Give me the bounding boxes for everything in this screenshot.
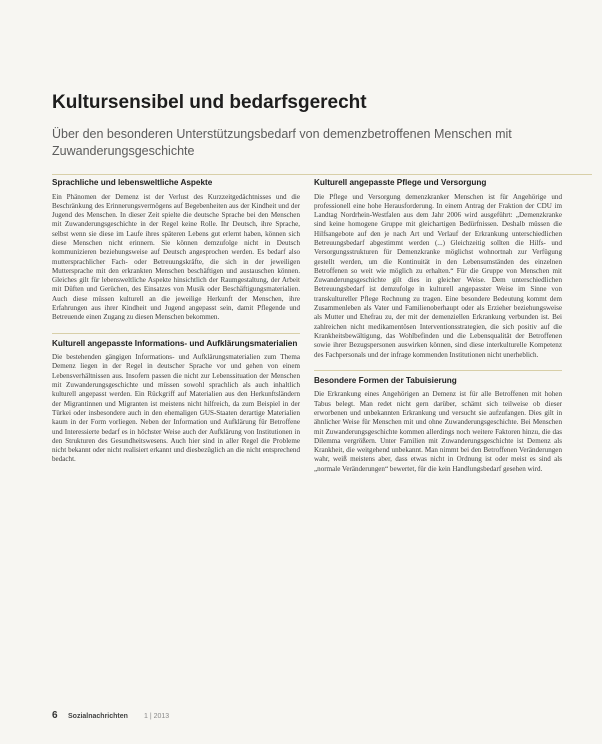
section-heading: Sprachliche und lebensweltliche Aspekte xyxy=(52,178,213,187)
section-text: Die Pflege und Versorgung demenzkranker Menschen ist für Angehörige und professionell eine hohe Herausforderung. In einem Antrag der Fraktion der CDU im Landtag Nordrhein-Westfalen aus dem Jahr 2006 wird ausgeführt: „Demenzkranke sind keine homogene Gruppe mit gleichartigen Bedürfnissen. Deshalb müssen die Hilfsangebote auf den je nach Art und Verlauf der Erkrankung unterschiedlichen Betreuungsbedarf abgestimmt werden (...) Gleichzeitig sollten die Hilfs- und Versorgungsstrukturen für Demenzkranke möglichst wohnortnah zur Verfügung gestellt werden, um die Kontinuität in den Lebensumständen des einzelnen Betroffenen so weit wie möglich zu erhalten.“ Für die Gruppe von Menschen mit Zuwanderungsgeschichte gilt dies in gleicher Weise. Dem unterschiedlichen Betreuungsbedarf ist demzufolge in kulturell angepasster Weise im Sinne von transkultureller Pflege Rechnung zu tragen. Eine besondere Bedeutung kommt dem Zusammenleben als Vater und Familienoberhaupt oder als Erzieher beziehungsweise als Mutter und Ehefrau zu, der mit der demenziellen Erkrankung verbunden ist. Bei zahlreichen nicht medikamentösen Interventionsstrategien, die sich positiv auf die Krankheitsbewältigung, das Wohlbefinden und die Lebensqualität der Betroffenen sowie ihrer Bezugspersonen auswirken können, sind diese interkulturelle Kompetenz des Fachpersonals und der infrage kommenden Institutionen nicht unerheblich. xyxy=(314,192,562,359)
left-column xyxy=(52,178,300,475)
page-footer xyxy=(52,712,572,726)
separator-line xyxy=(52,174,592,175)
issue-label: 1 | 2013 xyxy=(144,713,170,720)
magazine-name: Sozialnachrichten xyxy=(68,713,128,720)
section-heading: Kulturell angepasste Pflege und Versorgung xyxy=(314,178,487,187)
column-divider xyxy=(52,333,300,334)
page-number: 6 xyxy=(52,710,58,721)
section-heading: Besondere Formen der Tabuisierung xyxy=(314,375,457,385)
article-title: Kultursensibel und bedarfsgerecht xyxy=(52,92,367,113)
right-column xyxy=(314,178,562,484)
section-text: Die bestehenden gängigen Informations- und Aufklärungsmaterialien zum Thema Demenz liegen in der Regel in deutscher Sprache vor und gehen von einem Lebensverhältnissen aus. Insofern passen die nicht zur Lebenssituation der Menschen mit Zuwanderungsgeschichte und müssen sowohl sprachlich als auch inhaltlich kulturell angepasst werden. Ein Rückgriff auf Materialien aus den Herkunftsländern der Migrantinnen und Migranten ist meistens nicht hilfreich, da zum Beispiel in der Türkei oder insbesondere auch in den ehemaligen GUS-Staaten derartige Materialien kaum in der Form vorliegen. Neben der Information und Aufklärung für Betroffene und Interessierte bedarf es in höchster Weise auch der Aufklärung von Institutionen in den Strukturen des Gesundheitswesens. Auch hier sind in aller Regel die Probleme nicht bekannt oder nicht realisiert erkannt und diesbezüglich an die nicht entsprechend bedacht. xyxy=(52,353,300,464)
section-materials xyxy=(52,339,300,465)
section-heading: Kulturell angepasste Informations- und Aufklärungsmaterialien xyxy=(52,338,298,348)
section-care xyxy=(314,178,562,360)
section-text: Die Erkrankung eines Angehörigen an Demenz ist für alle Betroffenen mit hohen Tabus belegt. Man redet nicht gern darüber, schämt sich teilweise ob dieser erworbenen und unbekannten Erkrankung und versucht sie aufzufangen. Dies gilt in ähnlicher Weise für Menschen mit und ohne Zuwanderungsgeschichte. Bei Menschen mit Zuwanderungsgeschichte kommen allerdings noch weitere Faktoren hinzu, die das Dilemma vergrößern. Unter Familien mit Zuwanderungsgeschichte ist Demenz als Krankheit, die weitgehend unbekannt. Man nimmt bei den Betroffenen Veränderungen wahr, weiß meistens aber, dass etwas nicht in Ordnung ist oder meist es sind als „normale Veränderungen“ bewertet, für die kein Handlungsbedarf gesehen wird. xyxy=(314,390,562,473)
section-language xyxy=(52,178,300,323)
column-divider xyxy=(314,370,562,371)
article-subtitle: Über den besonderen Unterstützungsbedarf von demenzbetroffenen Menschen mit Zuwanderungsgeschichte xyxy=(52,127,512,158)
section-taboo xyxy=(314,376,562,474)
section-text: Ein Phänomen der Demenz ist der Verlust des Kurzzeitgedächtnisses und die Beschränkung des Erinnerungsvermögens auf Begebenheiten aus der Kindheit und der Jugend des Menschen. In dieser Zeit spielte die deutsche Sprache bei den Menschen mit Zuwanderungsgeschichte in der Regel keine Rolle. Ihr Deutsch, ihre Sprache, selbst wenn sie diese im Laufe ihres späteren Lebens gut erlernt haben, können sich diese Menschen nicht erinnern. Sie können demzufolge nicht in Deutsch kommunizieren beziehungsweise auf Deutsch angesprochen werden. Es bedarf also muttersprachlicher Fach- oder Betreuungskräfte, die sich in der jeweiligen Muttersprache mit den erkrankten Menschen beschäftigen und austauschen können. Gleiches gilt für lebensweltliche Aspekte hinsichtlich der Raumgestaltung, der Arbeit mit Düften und Gerüchen, des Einsatzes von Musik oder Beschäftigungsmaterialien. Auch diese müssen kulturell an die jeweilige Herkunft der Menschen, ihre Erfahrungen aus ihrer Kindheit und Jugend angepasst sein, damit Pflegende und Betreuende einen Zugang zu diesen Menschen bekommen. xyxy=(52,192,300,322)
